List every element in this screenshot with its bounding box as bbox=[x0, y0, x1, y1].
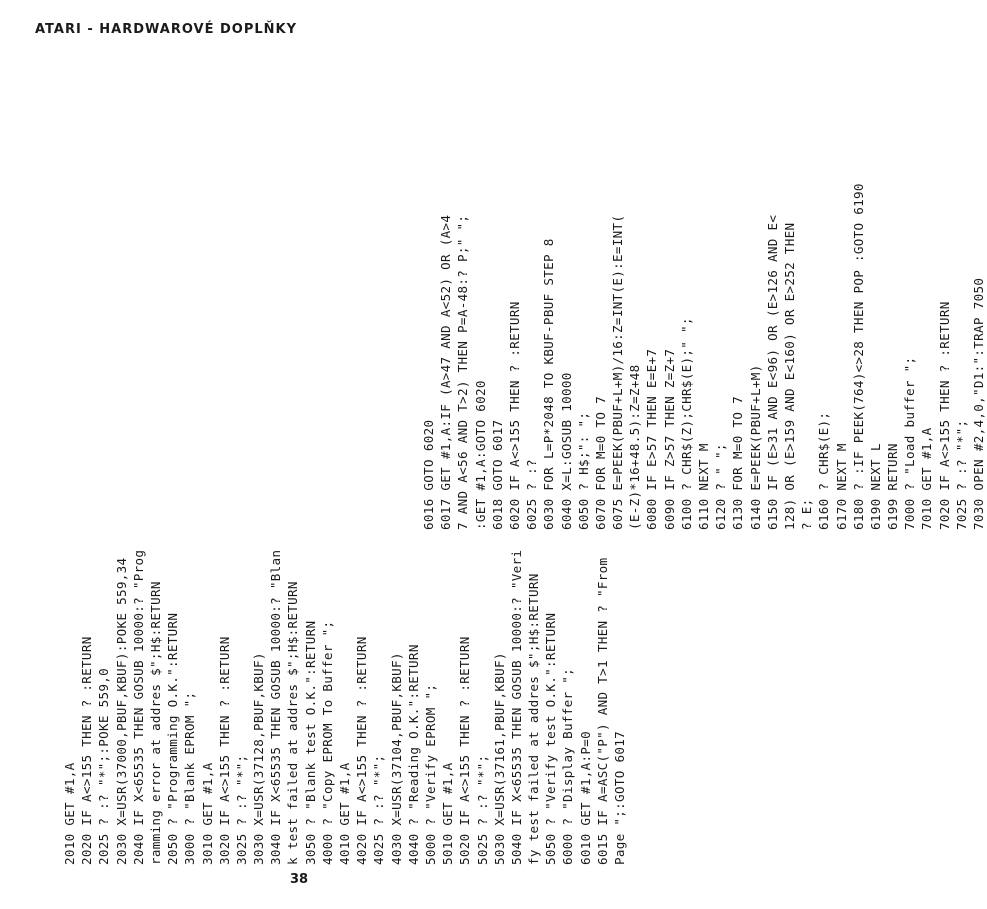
code-line: k test failed at addres $";H$:RETURN bbox=[285, 581, 301, 865]
code-line: 7 AND A<56 AND T>2) THEN P=A-48:? P;" "; bbox=[455, 214, 471, 530]
code-line: 3030 X=USR(37128,PBUF,KBUF) bbox=[251, 652, 267, 865]
code-line: 5030 X=USR(37161,PBUF,KBUF) bbox=[491, 652, 507, 865]
code-line: 6140 E=PEEK(PBUF+L+M) bbox=[747, 364, 763, 530]
code-line: 6030 FOR L=P*2048 TO KBUF-PBUF STEP 8 bbox=[541, 238, 557, 530]
code-line: 3050 ? "Blank test O.K.":RETURN bbox=[302, 620, 318, 865]
code-line: 2030 X=USR(37000,PBUF,KBUF):POKE 559,34 bbox=[113, 557, 129, 865]
code-line: 3025 ? :? "*"; bbox=[233, 754, 249, 865]
code-line: 3040 IF X<65535 THEN GOSUB 10000:? "Blan bbox=[268, 549, 284, 865]
code-line: 128) OR (E>159 AND E<160) OR E>252 THEN bbox=[781, 222, 797, 530]
code-line: 5000 ? "Verify EPROM "; bbox=[422, 683, 438, 865]
code-line: 4025 ? :? "*"; bbox=[371, 754, 387, 865]
code-line: 2040 IF X<65535 THEN GOSUB 10000:? "Prog bbox=[130, 549, 146, 865]
code-line: 4000 ? "Copy EPROM To Buffer "; bbox=[319, 620, 335, 865]
code-line: 6020 IF A<>155 THEN ? :RETURN bbox=[506, 301, 522, 530]
code-line: 6080 IF E>57 THEN E=E+7 bbox=[644, 348, 660, 530]
code-line: 2010 GET #1,A bbox=[62, 762, 77, 865]
code-line: 3010 GET #1,A bbox=[199, 762, 215, 865]
code-line: 6190 NEXT L bbox=[867, 443, 883, 530]
code-line: 5020 IF A<>155 THEN ? :RETURN bbox=[457, 636, 473, 865]
code-line: 7030 OPEN #2,4,0,"D1:":TRAP 7050 bbox=[971, 277, 986, 530]
code-line: 6018 GOTO 6017 bbox=[489, 419, 505, 530]
code-line: 6025 ? :? bbox=[524, 459, 540, 530]
code-line: 3000 ? "Blank EPROM "; bbox=[182, 691, 198, 865]
code-line: 6180 ? :IF PEEK(764)<>28 THEN POP :GOTO 6190 bbox=[850, 183, 866, 530]
code-line: Page ";:GOTO 6017 bbox=[612, 731, 627, 865]
code-line: 3020 IF A<>155 THEN ? :RETURN bbox=[216, 636, 232, 865]
code-line: :GET #1,A:GOTO 6020 bbox=[472, 380, 488, 530]
code-line: 6100 ? CHR$(Z);CHR$(E);" "; bbox=[678, 317, 694, 530]
code-line: 6199 RETURN bbox=[885, 443, 901, 530]
code-line: ramming error at addres $";H$:RETURN bbox=[147, 581, 163, 865]
code-line: 7020 IF A<>155 THEN ? :RETURN bbox=[936, 301, 952, 530]
code-line: (E-Z)*16+48.5):Z=Z+48 bbox=[627, 364, 643, 530]
code-line: 6110 NEXT M bbox=[696, 443, 711, 530]
code-line: 6015 IF A=ASC("P") AND T>1 THEN ? "From bbox=[594, 557, 610, 865]
code-line: 6040 X=L:GOSUB 10000 bbox=[558, 372, 574, 530]
code-line: 2020 IF A<>155 THEN ? :RETURN bbox=[79, 636, 95, 865]
code-line: 2050 ? "Programming O.K.":RETURN bbox=[165, 612, 181, 865]
code-line: 6075 E=PEEK(PBUF+L+M)/16:Z=INT(E):E=INT( bbox=[610, 214, 626, 530]
code-line: 6070 FOR M=0 TO 7 bbox=[592, 396, 608, 530]
code-line: 2025 ? :? "*";:POKE 559,0 bbox=[96, 667, 112, 865]
code-line: fy test failed at addres $";H$:RETURN bbox=[526, 573, 542, 865]
code-line: 6050 ? H$;": "; bbox=[575, 411, 591, 530]
code-line: 7000 ? "Load buffer "; bbox=[902, 356, 918, 530]
listing-column-left bbox=[61, 445, 628, 865]
code-line: 6017 GET #1,A:IF (A>47 AND A<52) OR (A>4 bbox=[438, 214, 454, 530]
code-line: 6160 ? CHR$(E); bbox=[816, 411, 832, 530]
page-header: ATARI - HARDWAROVÉ DOPLŇKY bbox=[35, 22, 298, 37]
code-line: 6120 ? " "; bbox=[713, 443, 729, 530]
code-line: 6130 FOR M=0 TO 7 bbox=[730, 396, 746, 530]
code-line: 7010 GET #1,A bbox=[919, 427, 935, 530]
code-line: 6010 GET #1,A:P=0 bbox=[577, 731, 593, 865]
code-line: 6000 ? "Display Buffer "; bbox=[560, 667, 576, 865]
code-line: 4020 IF A<>155 THEN ? :RETURN bbox=[354, 636, 370, 865]
page-number: 38 bbox=[290, 872, 309, 887]
code-line: 4030 X=USR(37104,PBUF,KBUF) bbox=[388, 652, 404, 865]
code-line: 5010 GET #1,A bbox=[440, 762, 456, 865]
code-line: 5050 ? "Verify test O.K.":RETURN bbox=[543, 612, 559, 865]
code-line: 4040 ? "Reading O.K.":RETURN bbox=[405, 644, 421, 865]
code-line: 6016 GOTO 6020 bbox=[421, 419, 436, 530]
code-line: 6150 IF (E>31 AND E<96) OR (E>126 AND E< bbox=[764, 214, 780, 530]
code-line: 6090 IF Z>57 THEN Z=Z+7 bbox=[661, 348, 677, 530]
code-line: 7025 ? :? "*"; bbox=[953, 419, 969, 530]
code-line: 4010 GET #1,A bbox=[337, 762, 352, 865]
code-line: 5025 ? :? "*"; bbox=[474, 754, 490, 865]
code-line: ? E; bbox=[799, 498, 815, 530]
code-line: 5040 IF X<65535 THEN GOSUB 10000:? "Veri bbox=[508, 549, 524, 865]
code-line: 6170 NEXT M bbox=[833, 443, 849, 530]
